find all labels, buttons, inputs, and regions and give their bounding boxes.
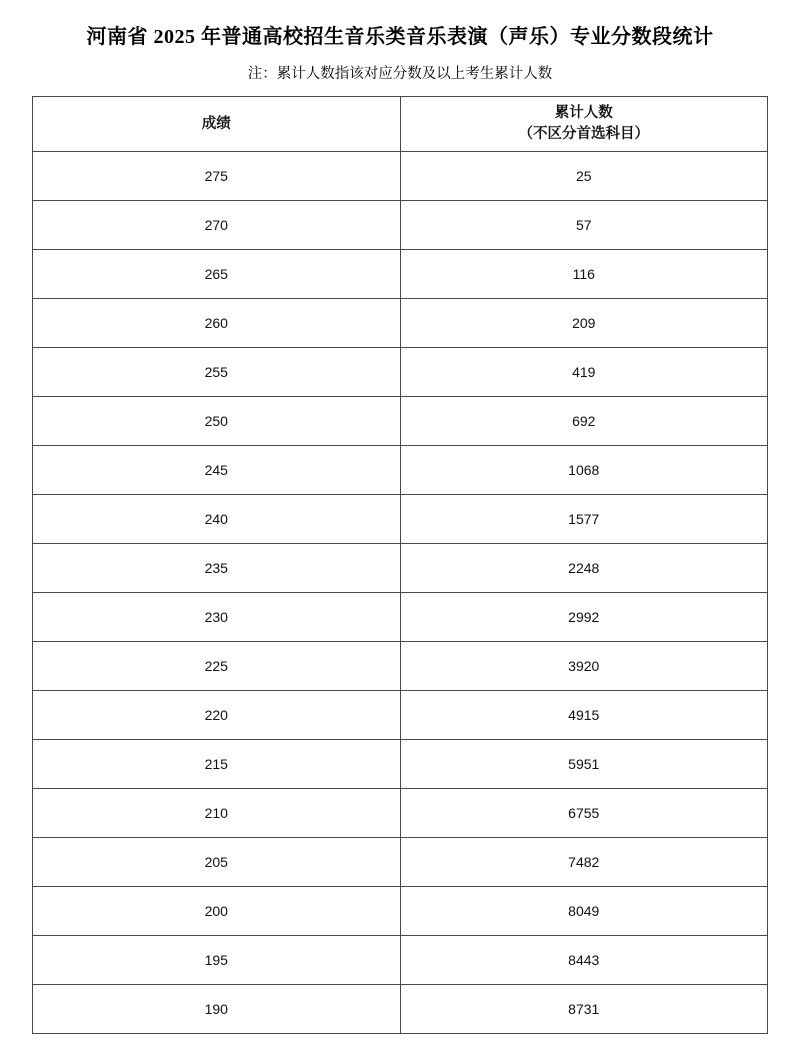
table-row bbox=[33, 446, 768, 495]
cell-score: 250 bbox=[33, 397, 401, 446]
cell-cumulative-count: 209 bbox=[400, 299, 768, 348]
cell-score: 195 bbox=[33, 936, 401, 985]
table-row bbox=[33, 299, 768, 348]
cell-cumulative-count: 3920 bbox=[400, 642, 768, 691]
table-row bbox=[33, 936, 768, 985]
cell-score: 265 bbox=[33, 250, 401, 299]
table-row bbox=[33, 838, 768, 887]
cell-score: 215 bbox=[33, 740, 401, 789]
column-header-count-line2: （不区分首选科目） bbox=[518, 126, 649, 143]
cell-cumulative-count: 116 bbox=[400, 250, 768, 299]
cell-cumulative-count: 1577 bbox=[400, 495, 768, 544]
column-header-count-line1: 累计人数 bbox=[554, 105, 613, 122]
cell-score: 275 bbox=[33, 152, 401, 201]
cell-cumulative-count: 57 bbox=[400, 201, 768, 250]
cell-cumulative-count: 7482 bbox=[400, 838, 768, 887]
column-header-score: 成绩 bbox=[33, 97, 401, 152]
table-row bbox=[33, 593, 768, 642]
cell-score: 205 bbox=[33, 838, 401, 887]
cell-score: 270 bbox=[33, 201, 401, 250]
cell-cumulative-count: 4915 bbox=[400, 691, 768, 740]
cell-cumulative-count: 419 bbox=[400, 348, 768, 397]
cell-cumulative-count: 8443 bbox=[400, 936, 768, 985]
table-row bbox=[33, 544, 768, 593]
table-row bbox=[33, 642, 768, 691]
cell-score: 235 bbox=[33, 544, 401, 593]
table-row bbox=[33, 250, 768, 299]
cell-score: 260 bbox=[33, 299, 401, 348]
table-header bbox=[33, 97, 768, 152]
table-row bbox=[33, 985, 768, 1034]
cell-score: 200 bbox=[33, 887, 401, 936]
cell-score: 240 bbox=[33, 495, 401, 544]
cell-score: 245 bbox=[33, 446, 401, 495]
cell-cumulative-count: 6755 bbox=[400, 789, 768, 838]
cell-score: 210 bbox=[33, 789, 401, 838]
cell-cumulative-count: 8049 bbox=[400, 887, 768, 936]
table-row bbox=[33, 789, 768, 838]
table-row bbox=[33, 397, 768, 446]
cell-cumulative-count: 2992 bbox=[400, 593, 768, 642]
table-row bbox=[33, 691, 768, 740]
cell-cumulative-count: 5951 bbox=[400, 740, 768, 789]
document-note: 注：累计人数指该对应分数及以上考生累计人数 bbox=[247, 66, 553, 82]
table-row bbox=[33, 201, 768, 250]
table-row bbox=[33, 495, 768, 544]
table-row bbox=[33, 152, 768, 201]
cell-score: 225 bbox=[33, 642, 401, 691]
page-title: 河南省 2025 年普通高校招生音乐类音乐表演（声乐）专业分数段统计 bbox=[86, 26, 714, 48]
cell-cumulative-count: 8731 bbox=[400, 985, 768, 1034]
cell-cumulative-count: 692 bbox=[400, 397, 768, 446]
table-row bbox=[33, 740, 768, 789]
cell-score: 190 bbox=[33, 985, 401, 1034]
cell-score: 230 bbox=[33, 593, 401, 642]
cell-cumulative-count: 25 bbox=[400, 152, 768, 201]
cell-cumulative-count: 1068 bbox=[400, 446, 768, 495]
table-row bbox=[33, 348, 768, 397]
column-header-count bbox=[400, 97, 768, 152]
table-header-row bbox=[33, 97, 768, 152]
score-distribution-table bbox=[32, 96, 768, 1034]
cell-score: 255 bbox=[33, 348, 401, 397]
table-row bbox=[33, 887, 768, 936]
table-body bbox=[33, 152, 768, 1034]
cell-cumulative-count: 2248 bbox=[400, 544, 768, 593]
cell-score: 220 bbox=[33, 691, 401, 740]
